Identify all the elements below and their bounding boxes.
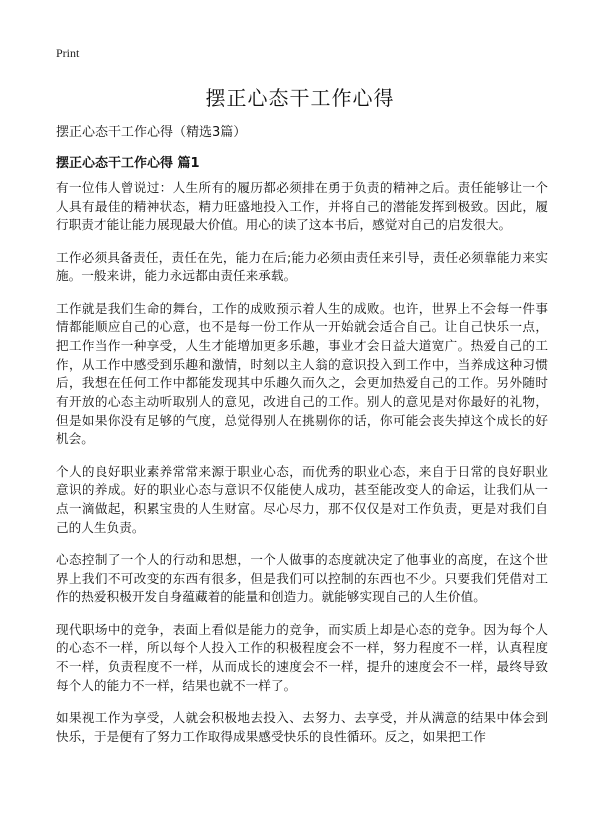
document-title: 摆正心态干工作心得 [205, 86, 395, 110]
document-body [56, 179, 548, 760]
paragraph: 工作必须具备责任，责任在先，能力在后;能力必须由责任来引导，责任必须靠能力来实施。一般来讲，能力永远都由责任来承载。 [56, 249, 548, 284]
section-heading: 摆正心态干工作心得 篇1 [56, 156, 200, 171]
paragraph: 有一位伟人曾说过：人生所有的履历都必须排在勇于负责的精神之后。责任能够让一个人具有最佳的精神状态，精力旺盛地投入工作，并将自己的潜能发挥到极致。因此，履行职责才能让能力展现最大价值。用心的读了这本书后，感觉对自己的启发很大。 [56, 180, 548, 233]
print-link[interactable]: Print [56, 46, 80, 60]
document-subtitle: 摆正心态干工作心得（精选3篇） [56, 125, 247, 140]
paragraph: 现代职场中的竞争，表面上看似是能力的竞争，而实质上却是心态的竞争。因为每个人的心态不一样，所以每个人投入工作的积极程度会不一样，努力程度不一样，认真程度不一样，负责程度不一样，从而成长的速度会不一样，提升的速度会不一样，最终导致每个人的能力不一样，结果也就不一样了。 [56, 621, 548, 693]
paragraph: 工作就是我们生命的舞台，工作的成败预示着人生的成败。也许，世界上不会每一件事情都能顺应自己的心意，也不是每一份工作从一开始就会适合自己。让自己快乐一点，把工作当作一种享受，人生才能增加更多乐趣，事业才会日益大道宽广。热爱自己的工作，从工作中感受到乐趣和激情，时刻以主人翁的意识投入到工作中，当养成这种习惯后，我想在任何工作中都能发现其中乐趣久而久之，会更加热爱自己的工作。另外随时有开放的心态主动听取别人的意见，改进自己的工作。别人的意见是对你最好的礼物，但是如果你没有足够的气度，总觉得别人在挑剔你的话，你可能会丧失掉这个成长的好机会。 [56, 300, 548, 447]
paragraph: 心态控制了一个人的行动和思想，一个人做事的态度就决定了他事业的高度，在这个世界上我们不可改变的东西有很多，但是我们可以控制的东西也不少。只要我们凭借对工作的热爱积极开发自身蕴藏着的能量和创造力。就能够实现自己的人生价值。 [56, 551, 548, 605]
paragraph: 个人的良好职业素养常常来源于职业心态，而优秀的职业心态，来自于日常的良好职业意识的养成。好的职业心态与意识不仅能使人成功，甚至能改变人的命运，让我们从一点一滴做起，积累宝贵的人生财富。尽心尽力，那不仅仅是对工作负责，更是对我们自己的人生负责。 [56, 463, 548, 535]
paragraph: 如果视工作为享受，人就会积极地去投入、去努力、去享受，并从满意的结果中体会到快乐，于是便有了努力工作取得成果感受快乐的良性循环。反之，如果把工作 [56, 709, 548, 744]
